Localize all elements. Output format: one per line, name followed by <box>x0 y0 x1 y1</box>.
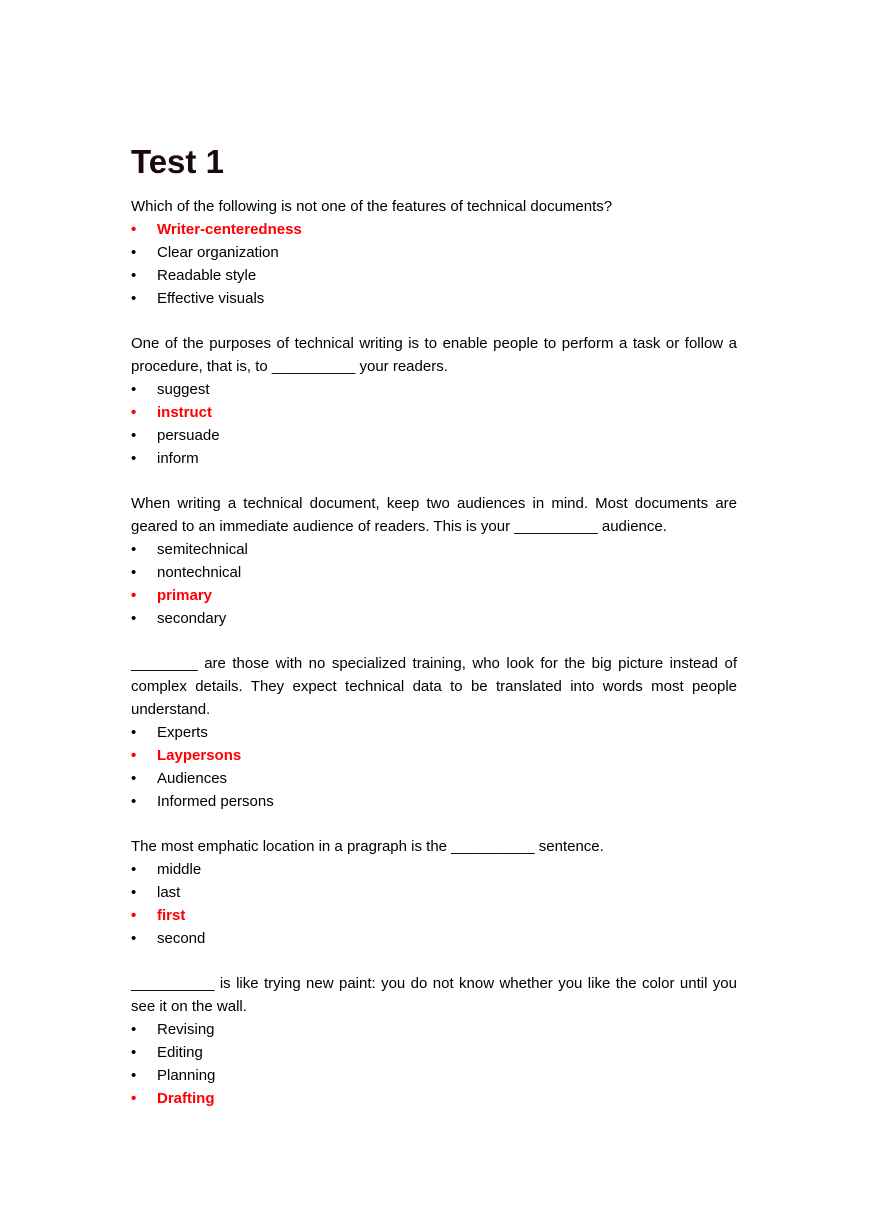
bullet-icon: • <box>131 267 137 284</box>
option-list <box>131 218 737 310</box>
option-text: suggest <box>157 381 210 398</box>
question-2 <box>131 332 737 470</box>
option-text: Effective visuals <box>157 290 265 307</box>
page-title: Test 1 <box>131 143 224 180</box>
bullet-icon: • <box>131 244 137 261</box>
option-item <box>131 447 737 470</box>
bullet-icon: • <box>131 1021 137 1038</box>
option-text: Writer-centeredness <box>157 221 302 238</box>
option-text: Experts <box>157 724 208 741</box>
bullet-icon: • <box>131 793 137 810</box>
bullet-icon: • <box>131 290 137 307</box>
option-item <box>131 424 737 447</box>
bullet-icon: • <box>131 1067 137 1084</box>
question-3 <box>131 492 737 630</box>
option-text: secondary <box>157 610 227 627</box>
question-6 <box>131 972 737 1110</box>
option-text: Revising <box>157 1021 215 1038</box>
bullet-icon: • <box>131 1090 137 1107</box>
option-item <box>131 401 737 424</box>
option-item <box>131 264 737 287</box>
option-text: inform <box>157 450 199 467</box>
option-item <box>131 241 737 264</box>
bullet-icon: • <box>131 930 137 947</box>
question-stem: ________ are those with no specialized training, who look for the big picture instead of complex details. They expect technical data to be translated into words most people understand. <box>131 655 737 718</box>
question-stem: When writing a technical document, keep two audiences in mind. Most documents are geared to an immediate audience of readers. This is your __________ audience. <box>131 495 737 535</box>
bullet-icon: • <box>131 907 137 924</box>
option-item <box>131 904 737 927</box>
option-list <box>131 1018 737 1110</box>
question-5 <box>131 835 737 950</box>
bullet-icon: • <box>131 884 137 901</box>
option-item <box>131 218 737 241</box>
bullet-icon: • <box>131 724 137 741</box>
option-item <box>131 378 737 401</box>
option-text: first <box>157 907 186 924</box>
bullet-icon: • <box>131 404 137 421</box>
option-item <box>131 881 737 904</box>
option-text: Laypersons <box>157 747 242 764</box>
option-item <box>131 790 737 813</box>
bullet-icon: • <box>131 564 137 581</box>
option-item <box>131 858 737 881</box>
bullet-icon: • <box>131 610 137 627</box>
bullet-icon: • <box>131 450 137 467</box>
option-item <box>131 927 737 950</box>
document-page <box>131 140 737 1132</box>
option-list <box>131 721 737 813</box>
option-item <box>131 1018 737 1041</box>
bullet-icon: • <box>131 747 137 764</box>
option-text: second <box>157 930 206 947</box>
bullet-icon: • <box>131 1044 137 1061</box>
option-list <box>131 538 737 630</box>
option-item <box>131 767 737 790</box>
option-text: instruct <box>157 404 213 421</box>
option-item <box>131 538 737 561</box>
bullet-icon: • <box>131 541 137 558</box>
option-item <box>131 744 737 767</box>
option-item <box>131 1064 737 1087</box>
bullet-icon: • <box>131 221 137 238</box>
option-item <box>131 1087 737 1110</box>
question-stem: One of the purposes of technical writing is to enable people to perform a task or follow a procedure, that is, to __________ your readers. <box>131 335 737 375</box>
option-item <box>131 1041 737 1064</box>
question-4 <box>131 652 737 813</box>
option-text: middle <box>157 861 202 878</box>
bullet-icon: • <box>131 587 137 604</box>
option-item <box>131 561 737 584</box>
option-text: Audiences <box>157 770 228 787</box>
option-text: semitechnical <box>157 541 248 558</box>
option-text: persuade <box>157 427 220 444</box>
option-text: Informed persons <box>157 793 274 810</box>
option-text: Planning <box>157 1067 216 1084</box>
option-text: Editing <box>157 1044 203 1061</box>
bullet-icon: • <box>131 861 137 878</box>
option-item <box>131 584 737 607</box>
option-item <box>131 287 737 310</box>
bullet-icon: • <box>131 770 137 787</box>
option-list <box>131 378 737 470</box>
option-text: primary <box>157 587 213 604</box>
option-item <box>131 607 737 630</box>
option-text: Readable style <box>157 267 257 284</box>
option-text: Clear organization <box>157 244 279 261</box>
option-list <box>131 858 737 950</box>
question-stem: The most emphatic location in a pragraph is the __________ sentence. <box>131 838 604 855</box>
option-item <box>131 721 737 744</box>
question-stem: Which of the following is not one of the features of technical documents? <box>131 198 613 215</box>
option-text: nontechnical <box>157 564 242 581</box>
bullet-icon: • <box>131 427 137 444</box>
bullet-icon: • <box>131 381 137 398</box>
question-1 <box>131 195 737 310</box>
option-text: Drafting <box>157 1090 215 1107</box>
option-text: last <box>157 884 181 901</box>
question-stem: __________ is like trying new paint: you do not know whether you like the color until you see it on the wall. <box>131 975 737 1015</box>
